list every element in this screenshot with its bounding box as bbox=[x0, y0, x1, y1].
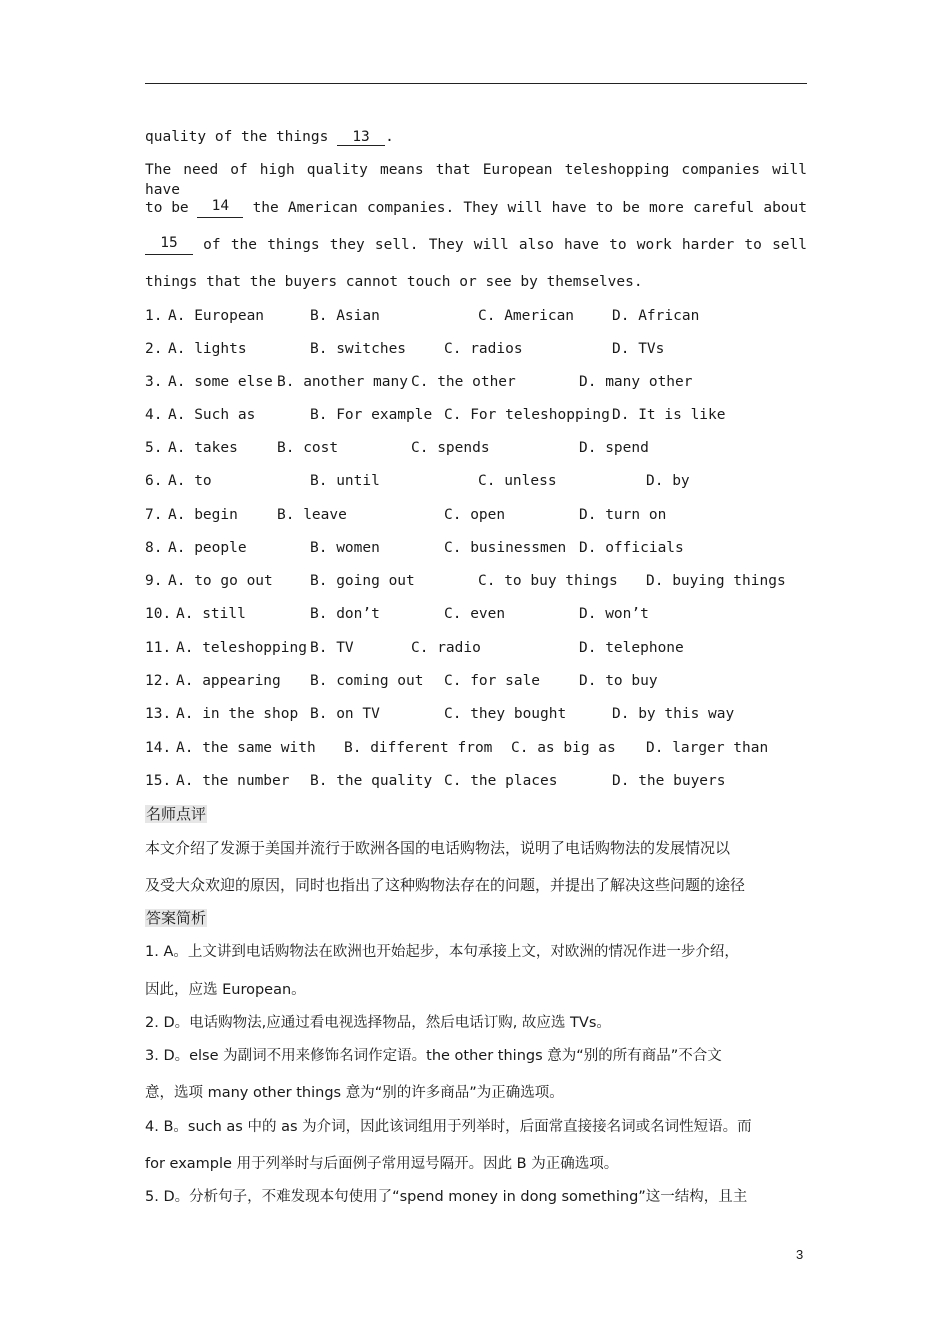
question-number: 3. bbox=[145, 374, 163, 390]
option-b: B. leave bbox=[277, 507, 347, 523]
option-c: C. the other bbox=[411, 374, 516, 390]
blank-13: 13 bbox=[337, 129, 385, 146]
analysis-answer-1-line-1: 1. A。上文讲到电话购物法在欧洲也开始起步，本句承接上文，对欧洲的情况作进一步介绍， bbox=[145, 944, 739, 960]
option-a: A. European bbox=[168, 308, 265, 324]
page-number: 3 bbox=[796, 1247, 804, 1262]
option-d: D. won’t bbox=[579, 606, 649, 622]
passage-text: of the things they sell. They will also have to work harder to sell bbox=[193, 237, 807, 253]
option-a: A. teleshopping bbox=[176, 640, 307, 656]
passage-line-3 bbox=[145, 198, 807, 218]
review-line-1: 本文介绍了发源于美国并流行于欧洲各国的电话购物法，说明了电话购物法的发展情况以 bbox=[145, 839, 731, 857]
option-a: A. some else bbox=[168, 374, 273, 390]
option-b: B. women bbox=[310, 540, 380, 556]
option-c: C. for sale bbox=[444, 673, 541, 689]
option-a: A. begin bbox=[168, 507, 238, 523]
option-c: C. American bbox=[478, 308, 575, 324]
option-c: C. even bbox=[444, 606, 506, 622]
blank-15: 15 bbox=[145, 235, 193, 255]
option-d: D. turn on bbox=[579, 507, 667, 523]
option-a: A. people bbox=[168, 540, 247, 556]
analysis-answer-1-line-2: 因此，应选 European。 bbox=[145, 982, 306, 998]
option-d: D. to buy bbox=[579, 673, 658, 689]
option-b: B. another many bbox=[277, 374, 408, 390]
option-c: C. as big as bbox=[511, 740, 616, 756]
blank-14: 14 bbox=[197, 198, 243, 218]
option-b: B. For example bbox=[310, 407, 433, 423]
option-d: D. African bbox=[612, 308, 700, 324]
option-a: A. takes bbox=[168, 440, 238, 456]
option-b: B. the quality bbox=[310, 773, 433, 789]
question-number: 9. bbox=[145, 573, 163, 589]
option-d: D. larger than bbox=[646, 740, 769, 756]
review-heading-text: 名师点评 bbox=[146, 805, 207, 823]
option-c: C. to buy things bbox=[478, 573, 618, 589]
option-a: A. to bbox=[168, 473, 212, 489]
option-b: B. cost bbox=[277, 440, 339, 456]
question-number: 8. bbox=[145, 540, 163, 556]
option-b: B. on TV bbox=[310, 706, 380, 722]
option-b: B. coming out bbox=[310, 673, 424, 689]
question-number: 10. bbox=[145, 606, 172, 622]
option-c: C. unless bbox=[478, 473, 557, 489]
option-d: D. officials bbox=[579, 540, 684, 556]
option-d: D. many other bbox=[579, 374, 693, 390]
passage-line-4 bbox=[145, 235, 807, 255]
option-c: C. businessmen bbox=[444, 540, 567, 556]
passage-line-5: things that the buyers cannot touch or see by themselves. bbox=[145, 274, 643, 290]
analysis-heading-text: 答案简析 bbox=[146, 909, 207, 927]
option-c: C. spends bbox=[411, 440, 490, 456]
option-a: A. appearing bbox=[176, 673, 281, 689]
option-a: A. in the shop bbox=[176, 706, 299, 722]
option-d: D. buying things bbox=[646, 573, 786, 589]
analysis-answer-4-line-2: for example 用于列举时与后面例子常用逗号隔开。因此 B 为正确选项。 bbox=[145, 1156, 619, 1172]
review-heading bbox=[145, 804, 207, 824]
question-number: 2. bbox=[145, 341, 163, 357]
analysis-answer-3-line-2: 意，选项 many other things 意为“别的许多商品”为正确选项。 bbox=[145, 1085, 564, 1101]
question-number: 4. bbox=[145, 407, 163, 423]
option-a: A. still bbox=[176, 606, 246, 622]
header-rule bbox=[145, 83, 807, 84]
option-b: B. going out bbox=[310, 573, 415, 589]
option-d: D. TVs bbox=[612, 341, 665, 357]
analysis-heading bbox=[145, 908, 207, 928]
analysis-answer-5-line-1: 5. D。分析句子，不难发现本句使用了“spend money in dong something”这一结构，且主 bbox=[145, 1189, 748, 1205]
passage-line-2: The need of high quality means that European teleshopping companies will have bbox=[145, 162, 807, 198]
analysis-answer-3-line-1: 3. D。else 为副词不用来修饰名词作定语。the other things 意为“别的所有商品”不合文 bbox=[145, 1048, 722, 1064]
option-c: C. radio bbox=[411, 640, 481, 656]
option-c: C. radios bbox=[444, 341, 523, 357]
option-a: A. to go out bbox=[168, 573, 273, 589]
option-d: D. by bbox=[646, 473, 690, 489]
option-c: C. the places bbox=[444, 773, 558, 789]
analysis-answer-4-line-1: 4. B。such as 中的 as 为介词，因此该词组用于列举时，后面常直接接名词或名词性短语。而 bbox=[145, 1119, 752, 1135]
option-a: A. lights bbox=[168, 341, 247, 357]
passage-text: quality of the things bbox=[145, 129, 338, 145]
option-b: B. don’t bbox=[310, 606, 380, 622]
question-number: 13. bbox=[145, 706, 172, 722]
passage-text: . bbox=[385, 129, 394, 145]
analysis-answer-2-line-1: 2. D。电话购物法,应通过看电视选择物品，然后电话订购, 故应选 TVs。 bbox=[145, 1015, 611, 1031]
option-b: B. switches bbox=[310, 341, 407, 357]
question-number: 15. bbox=[145, 773, 172, 789]
option-b: B. different from bbox=[344, 740, 493, 756]
option-a: A. the number bbox=[176, 773, 290, 789]
question-number: 14. bbox=[145, 740, 172, 756]
option-d: D. It is like bbox=[612, 407, 726, 423]
passage-text: to be bbox=[145, 200, 198, 216]
option-a: A. Such as bbox=[168, 407, 256, 423]
option-c: C. For teleshopping bbox=[444, 407, 610, 423]
passage-text: the American companies. They will have to be more careful about bbox=[243, 200, 807, 216]
option-a: A. the same with bbox=[176, 740, 316, 756]
question-number: 7. bbox=[145, 507, 163, 523]
option-d: D. telephone bbox=[579, 640, 684, 656]
question-number: 12. bbox=[145, 673, 172, 689]
option-b: B. TV bbox=[310, 640, 354, 656]
option-d: D. spend bbox=[579, 440, 649, 456]
passage-line-1 bbox=[145, 127, 394, 147]
option-c: C. open bbox=[444, 507, 506, 523]
option-d: D. the buyers bbox=[612, 773, 726, 789]
option-b: B. until bbox=[310, 473, 380, 489]
option-d: D. by this way bbox=[612, 706, 735, 722]
question-number: 11. bbox=[145, 640, 172, 656]
option-c: C. they bought bbox=[444, 706, 567, 722]
question-number: 1. bbox=[145, 308, 163, 324]
question-number: 6. bbox=[145, 473, 163, 489]
question-number: 5. bbox=[145, 440, 163, 456]
review-line-2: 及受大众欢迎的原因，同时也指出了这种购物法存在的问题，并提出了解决这些问题的途径 bbox=[145, 876, 746, 894]
option-b: B. Asian bbox=[310, 308, 380, 324]
